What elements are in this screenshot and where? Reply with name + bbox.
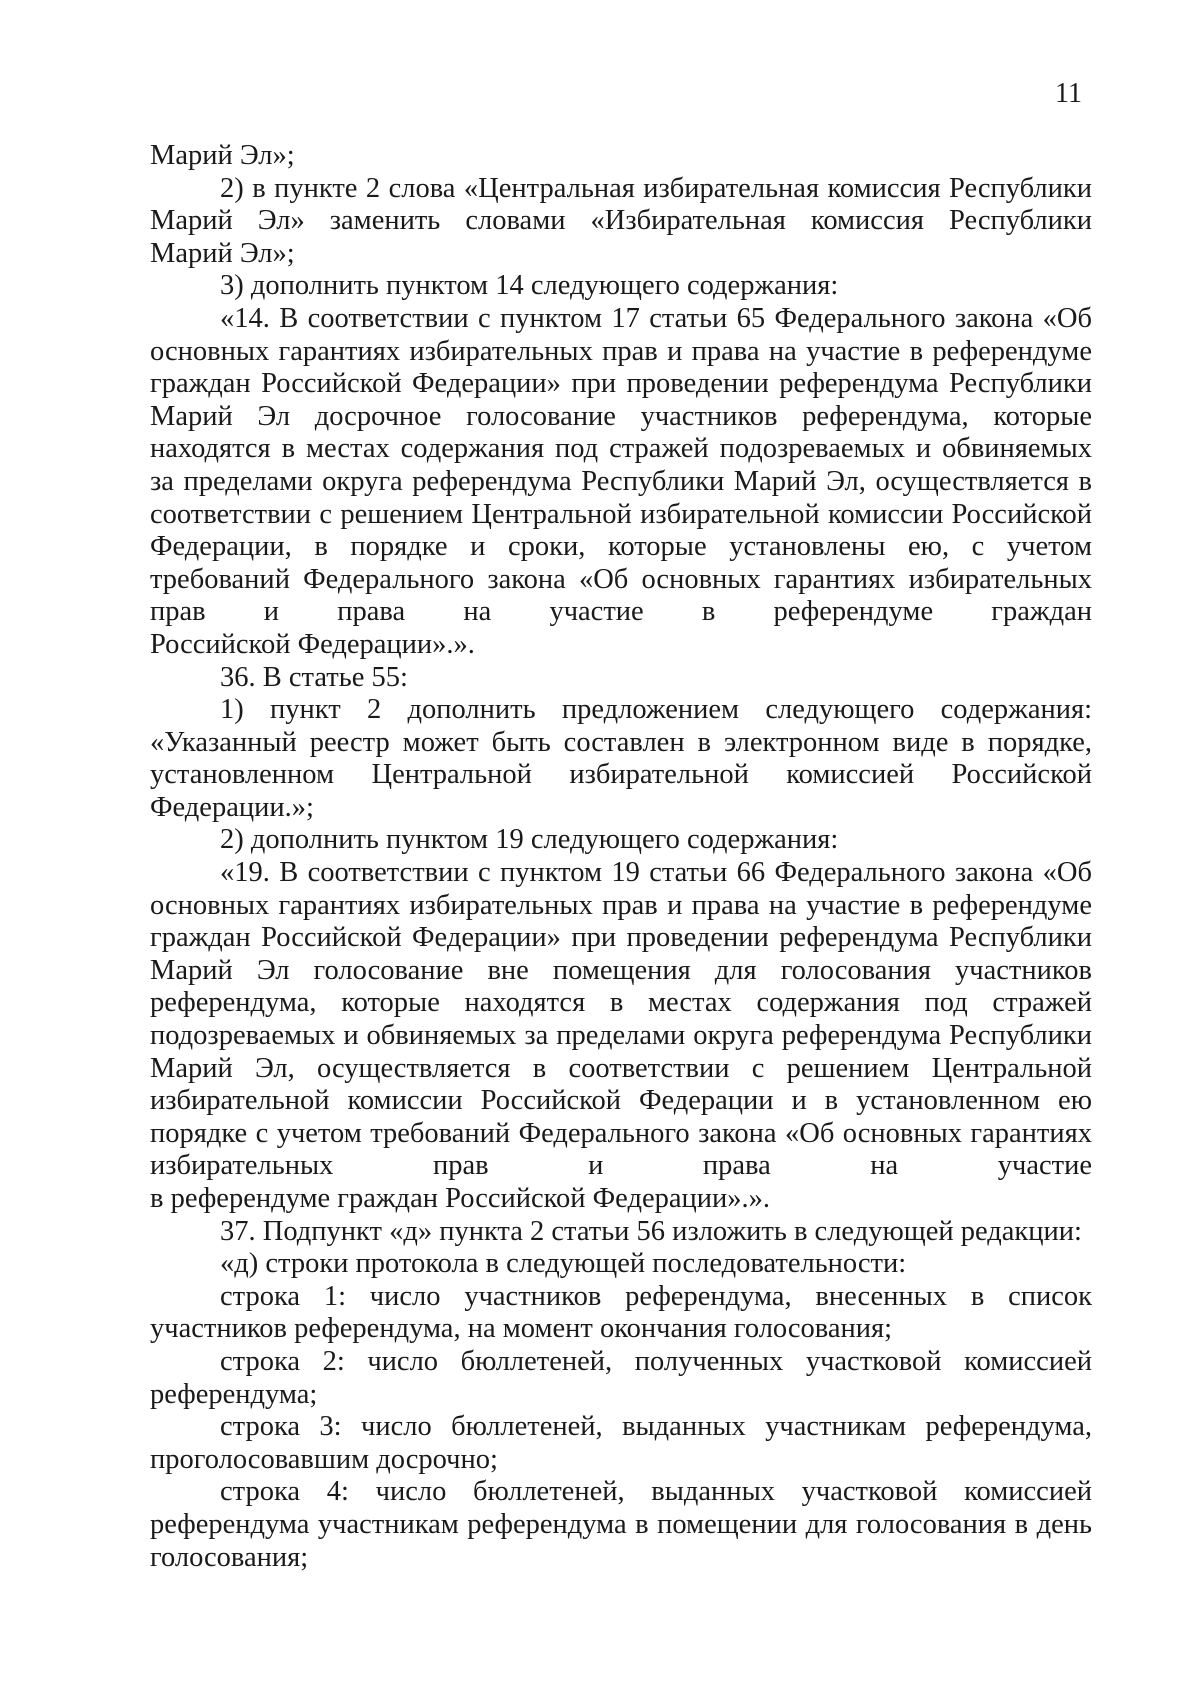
paragraph: 37. Подпункт «д» пункта 2 статьи 56 изложить в следующей редакции:	[220, 1215, 1082, 1247]
paragraph: строка 3: число бюллетеней, выданных участникам референдума, проголосовавшим досрочно;	[150, 1411, 1092, 1475]
paragraph: «д) строки протокола в следующей последовательности:	[220, 1248, 907, 1280]
page-number: 11	[1055, 78, 1082, 109]
paragraph: 2) дополнить пунктом 19 следующего содержания:	[220, 824, 839, 856]
paragraph: 2) в пункте 2 слова «Центральная избирательная комиссия Республики Марий Эл» заменить словами «Избирательная комиссия Республики	[150, 172, 1092, 237]
paragraph: «14. В соответствии с пунктом 17 статьи 65 Федерального закона «Об основных гарантиях избирательных прав и права на участие в референдуме граждан Российской Федерации» при проведении референдума Республики Марий Эл досрочное голосование участников референдума, которые находятся в местах содержания под стражей подозреваемых и обвиняемых за пределами округа референдума Республики Марий Эл, осуществляется в соответствии с решением Центральной избирательной комиссии Российской Федерации, в порядке и сроки, которые установлены ею, с учетом требований Федерального закона «Об основных гарантиях избирательных прав и права на участие в референдуме граждан	[150, 302, 1092, 628]
paragraph: строка 1: число участников референдума, внесенных в список участников референдума, на момент окончания голосования;	[150, 1280, 1092, 1345]
paragraph: Федерации.»;	[150, 791, 314, 823]
paragraph: 1) пункт 2 дополнить предложением следующего содержания: «Указанный реестр может быть составлен в электронном виде в порядке, установленном Центральной избирательной комиссией Российской	[150, 694, 1092, 791]
paragraph: строка 2: число бюллетеней, полученных участковой комиссией референдума;	[150, 1345, 1092, 1410]
paragraph: 3) дополнить пунктом 14 следующего содержания:	[220, 270, 839, 302]
paragraph: в референдуме граждан Российской Федерации».».	[150, 1183, 771, 1214]
paragraph: «19. В соответствии с пунктом 19 статьи 66 Федерального закона «Об основных гарантиях избирательных прав и права на участие в референдуме граждан Российской Федерации» при проведении референдума Республики Марий Эл голосование вне помещения для голосования участников референдума, которые находятся в местах содержания под стражей подозреваемых и обвиняемых за пределами округа референдума Республики Марий Эл, осуществляется в соответствии с решением Центральной избирательной комиссии Российской Федерации и в установленном ею порядке с учетом требований Федерального закона «Об основных гарантиях избирательных прав и права на участие	[150, 857, 1092, 1182]
paragraph: 36. В статье 55:	[220, 661, 408, 693]
paragraph: Марий Эл»;	[150, 140, 295, 171]
paragraph: Российской Федерации».».	[150, 628, 475, 660]
paragraph: Марий Эл»;	[150, 237, 295, 269]
document-body	[150, 140, 1092, 1574]
paragraph: строка 4: число бюллетеней, выданных участковой комиссией референдума участникам референдума в помещении для голосования в день голосования;	[150, 1476, 1092, 1573]
